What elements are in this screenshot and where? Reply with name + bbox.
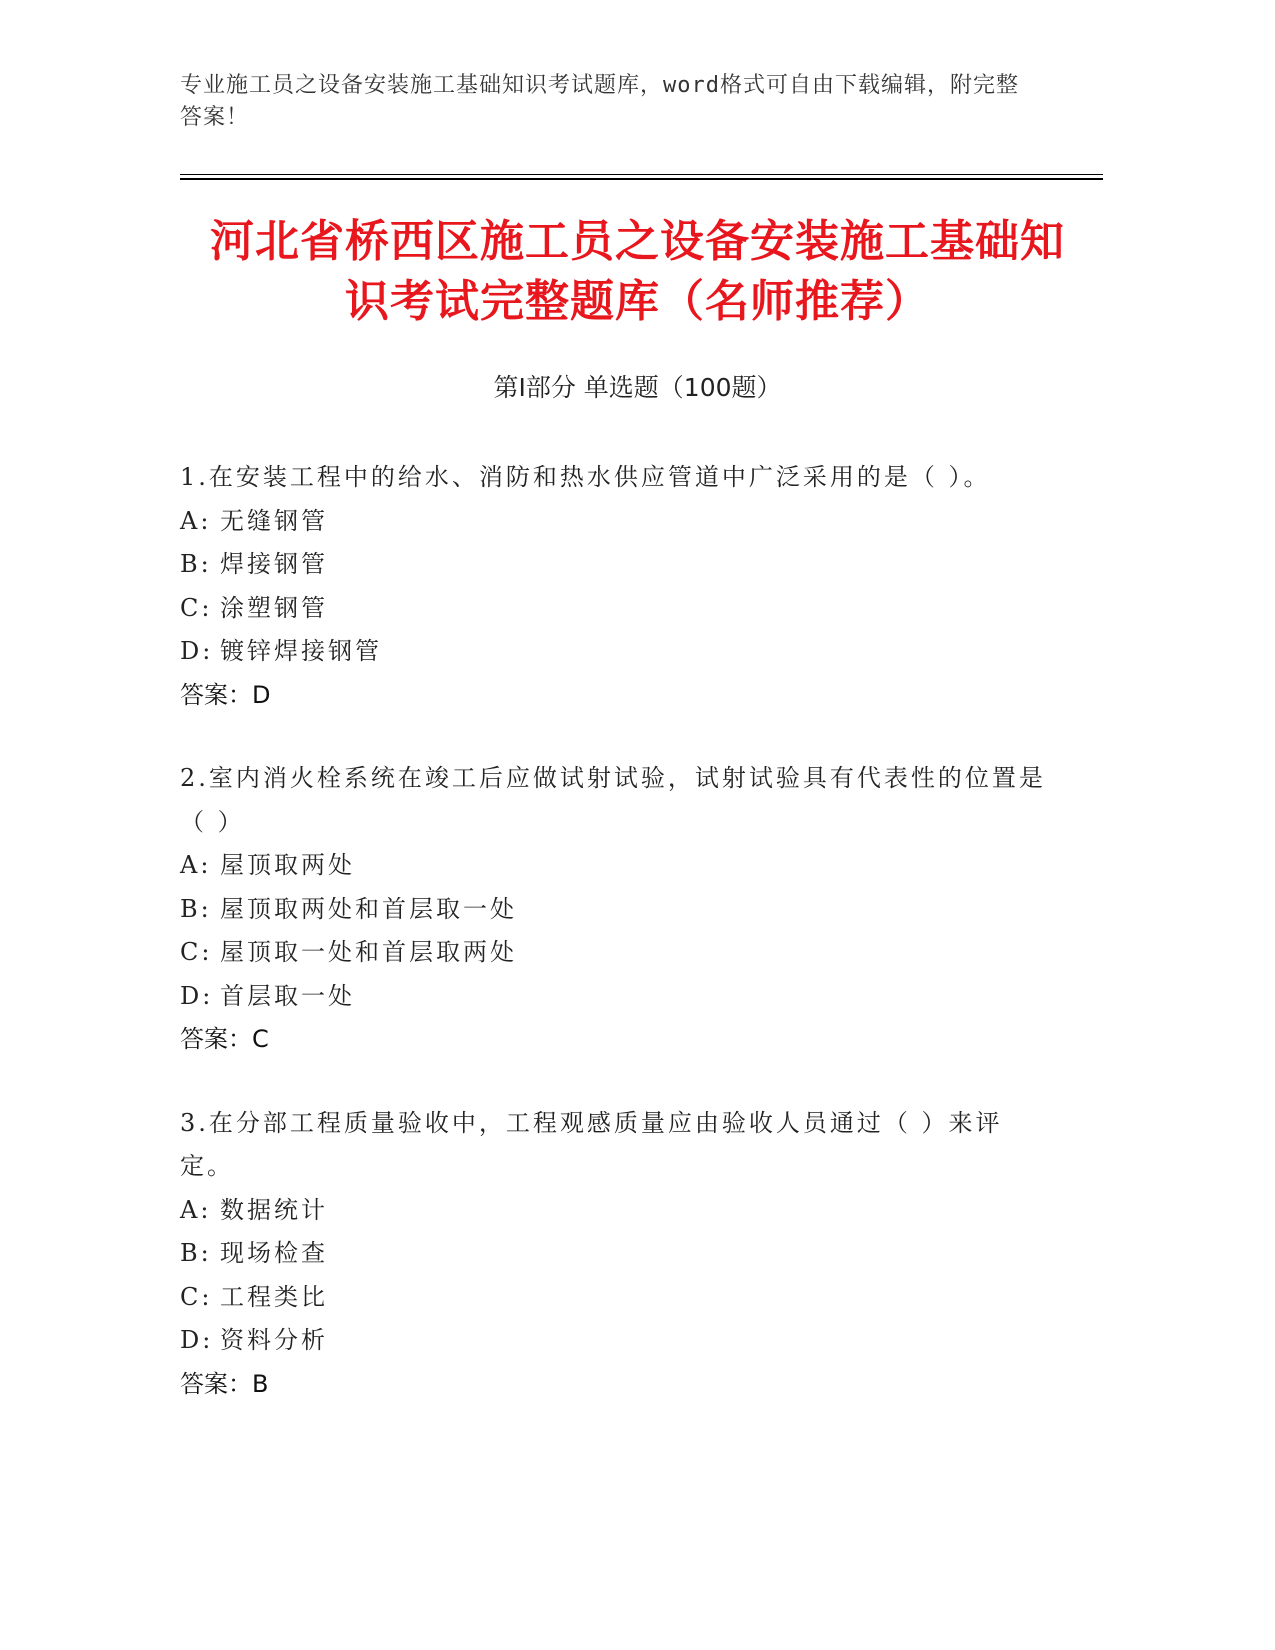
option-text: 焊接钢管	[220, 550, 328, 578]
option-text: 涂塑钢管	[220, 593, 328, 622]
option-text: 镀锌焊接钢管	[220, 637, 382, 665]
option-c	[180, 587, 1050, 631]
document-title-line-2: 识考试完整题库（名师推荐）	[345, 276, 930, 327]
option-letter: D:	[180, 981, 214, 1010]
option-text: 数据统计	[220, 1195, 328, 1224]
option-letter: C:	[180, 938, 213, 966]
option-b	[180, 1232, 1050, 1276]
option-a	[180, 500, 1050, 544]
question-3	[180, 1102, 1050, 1407]
option-text: 无缝钢管	[220, 506, 328, 535]
section-title: 第Ⅰ部分 单选题（100题）	[493, 373, 782, 402]
option-c	[180, 931, 1050, 975]
header-divider-thick	[180, 178, 1103, 180]
question-stem: 2.室内消火栓系统在竣工后应做试射试验，试射试验具有代表性的位置是（ ）	[180, 764, 1046, 836]
option-d	[180, 975, 1050, 1019]
option-a	[180, 1189, 1050, 1233]
answer-line: 答案：D	[180, 680, 271, 709]
header-divider-thin	[180, 174, 1103, 175]
option-letter: A:	[180, 851, 212, 879]
option-text: 屋顶取一处和首层取两处	[220, 938, 517, 966]
option-text: 屋顶取两处	[220, 851, 355, 879]
answer-line: 答案：C	[180, 1025, 269, 1053]
option-text: 现场检查	[220, 1239, 328, 1267]
option-c	[180, 1276, 1050, 1320]
answer-line: 答案：B	[180, 1369, 269, 1398]
document-title	[150, 212, 1125, 332]
question-2	[180, 757, 1050, 1062]
option-a	[180, 844, 1050, 888]
option-text: 工程类比	[220, 1282, 328, 1311]
option-d	[180, 1319, 1050, 1363]
option-b	[180, 888, 1050, 932]
question-stem: 1.在安装工程中的给水、消防和热水供应管道中广泛采用的是（ ）。	[180, 463, 991, 491]
question-1	[180, 456, 1050, 717]
option-letter: B:	[180, 550, 212, 578]
option-letter: C:	[180, 1282, 213, 1311]
option-letter: C:	[180, 593, 213, 622]
option-d	[180, 630, 1050, 674]
question-list	[180, 456, 1050, 1446]
option-text: 首层取一处	[220, 981, 355, 1010]
option-letter: A:	[180, 1195, 212, 1224]
option-text: 屋顶取两处和首层取一处	[220, 894, 517, 923]
option-letter: A:	[180, 506, 212, 535]
option-letter: D:	[180, 637, 214, 665]
option-text: 资料分析	[220, 1326, 328, 1354]
header-note: 专业施工员之设备安装施工基础知识考试题库，word格式可自由下载编辑，附完整答案！	[180, 73, 1019, 130]
option-b	[180, 543, 1050, 587]
option-letter: B:	[180, 1239, 212, 1267]
option-letter: B:	[180, 894, 212, 923]
document-title-line-1: 河北省桥西区施工员之设备安装施工基础知	[210, 216, 1065, 267]
question-stem: 3.在分部工程质量验收中，工程观感质量应由验收人员通过（ ）来评定。	[180, 1108, 1003, 1180]
option-letter: D:	[180, 1326, 214, 1354]
